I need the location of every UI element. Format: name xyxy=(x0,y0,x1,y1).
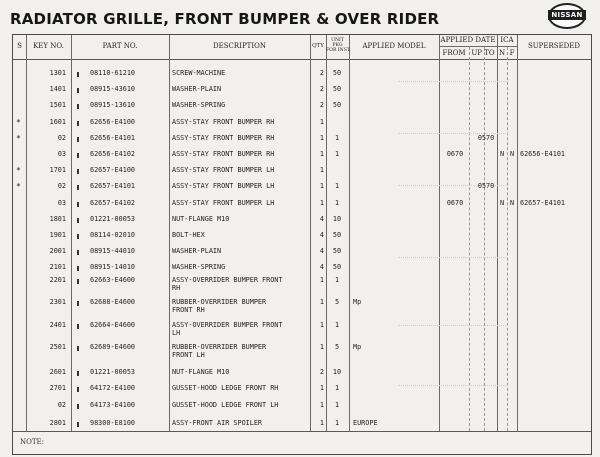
cell-qty: 1 xyxy=(319,199,324,207)
unit-pkg-line3: FOR INST. xyxy=(326,48,351,54)
cell-f: N xyxy=(509,199,515,207)
cell-pkg: 1 xyxy=(334,182,340,190)
note-label: NOTE: xyxy=(20,438,45,446)
row-dash-mark xyxy=(77,266,79,271)
cell-description-line2: RH xyxy=(172,284,181,292)
cell-qty: 1 xyxy=(319,321,324,329)
cell-qty: 2 xyxy=(319,101,324,109)
cell-qty: 4 xyxy=(319,215,324,223)
cell-key: 2801 xyxy=(49,419,66,427)
cell-description: ASSY-STAY FRONT BUMPER RH xyxy=(172,134,275,142)
cell-pkg: 1 xyxy=(334,199,340,207)
parts-table xyxy=(12,34,592,455)
cell-from: 0670 xyxy=(446,150,464,158)
cell-key: 2701 xyxy=(49,384,66,392)
cell-part: 08915-43610 xyxy=(90,85,136,93)
col-header-s: S xyxy=(17,42,22,50)
cell-pkg: 1 xyxy=(334,419,340,427)
ghost-text-line xyxy=(398,257,508,260)
cell-key: 1801 xyxy=(49,215,66,223)
cell-qty: 1 xyxy=(319,182,324,190)
cell-part: 08110-61210 xyxy=(90,69,136,77)
cell-part: 01221-00053 xyxy=(90,215,136,223)
cell-pkg: 1 xyxy=(334,134,340,142)
cell-qty: 1 xyxy=(319,384,324,392)
cell-key: 2401 xyxy=(49,321,66,329)
cell-description: WASHER-PLAIN xyxy=(172,85,222,93)
cell-part: 08915-14010 xyxy=(90,263,136,271)
page-title: RADIATOR GRILLE, FRONT BUMPER & OVER RIDER xyxy=(10,10,440,28)
cell-model: Mp xyxy=(353,298,362,306)
col-line xyxy=(439,35,440,431)
col-line xyxy=(517,35,518,431)
cell-qty: 4 xyxy=(319,231,324,239)
col-header-description: DESCRIPTION xyxy=(213,42,266,50)
cell-part: 62689-E4600 xyxy=(90,343,136,351)
cell-qty: 1 xyxy=(319,401,324,409)
cell-description: ASSY-STAY FRONT BUMPER LH xyxy=(172,182,275,190)
row-dash-mark xyxy=(77,88,79,93)
cell-part: 62657-E4101 xyxy=(90,182,136,190)
cell-pkg: 50 xyxy=(332,69,342,77)
cell-pkg: 50 xyxy=(332,263,342,271)
col-header-n: N xyxy=(498,49,506,57)
cell-pkg: 1 xyxy=(334,276,340,284)
header-bottom-rule xyxy=(13,59,591,60)
cell-description-line2: FRONT LH xyxy=(172,351,205,359)
col-header-superseded: SUPERSEDED xyxy=(527,42,581,50)
cell-n: N xyxy=(499,199,505,207)
cell-pkg: 1 xyxy=(334,321,340,329)
cell-upto: 0570 xyxy=(477,182,495,190)
col-header-applied-model: APPLIED MODEL xyxy=(362,42,426,50)
cell-pkg: 50 xyxy=(332,101,342,109)
cell-key: 03 xyxy=(57,150,66,158)
cell-key: 2101 xyxy=(49,263,66,271)
col-header-part-no: PART NO. xyxy=(102,42,138,50)
cell-description: GUSSET-HOOD LEDGE FRONT RH xyxy=(172,384,279,392)
cell-qty: 1 xyxy=(319,298,324,306)
row-dash-mark xyxy=(77,137,79,142)
cell-description: ASSY-STAY FRONT BUMPER LH xyxy=(172,166,275,174)
row-dash-mark xyxy=(77,301,79,306)
cell-key: 2301 xyxy=(49,298,66,306)
star-marker: * xyxy=(16,166,21,175)
star-marker: * xyxy=(16,182,21,191)
cell-part: 08915-44010 xyxy=(90,247,136,255)
cell-part: 62656-E4102 xyxy=(90,150,136,158)
col-header-from: FROM xyxy=(442,49,466,57)
row-dash-mark xyxy=(77,324,79,329)
cell-superseded: 62656-E4101 xyxy=(520,150,566,158)
cell-part: 62656-E4101 xyxy=(90,134,136,142)
cell-qty: 2 xyxy=(319,69,324,77)
cell-key: 1401 xyxy=(49,85,66,93)
cell-pkg: 5 xyxy=(334,343,340,351)
logo-text: NISSAN xyxy=(548,10,586,20)
cell-part: 98300-E8100 xyxy=(90,419,136,427)
cell-key: 2501 xyxy=(49,343,66,351)
row-dash-mark xyxy=(77,153,79,158)
cell-qty: 1 xyxy=(319,150,324,158)
col-line xyxy=(71,35,72,431)
row-dash-mark xyxy=(77,202,79,207)
row-dash-mark xyxy=(77,72,79,77)
row-dash-mark xyxy=(77,169,79,174)
cell-qty: 1 xyxy=(319,118,324,126)
cell-key: 2001 xyxy=(49,247,66,255)
col-line-dashed xyxy=(469,47,470,431)
cell-part: 08915-13610 xyxy=(90,101,136,109)
col-header-applied-date: APPLIED DATE xyxy=(440,36,496,44)
col-header-f: F xyxy=(509,49,515,57)
cell-f: N xyxy=(509,150,515,158)
cell-model: EUROPE xyxy=(353,419,378,427)
cell-description: ASSY-OVERRIDER BUMPER FRONT xyxy=(172,321,283,329)
cell-n: N xyxy=(499,150,505,158)
cell-key: 2601 xyxy=(49,368,66,376)
cell-description: NUT-FLANGE M10 xyxy=(172,368,230,376)
row-dash-mark xyxy=(77,422,79,427)
col-line xyxy=(349,35,350,431)
cell-key: 1501 xyxy=(49,101,66,109)
unit-pkg-line2: PKG xyxy=(332,43,343,49)
cell-key: 1701 xyxy=(49,166,66,174)
cell-pkg: 1 xyxy=(334,401,340,409)
cell-key: 2201 xyxy=(49,276,66,284)
col-header-unit-pkg xyxy=(326,38,349,54)
unit-pkg-line1: UNIT xyxy=(331,38,344,43)
cell-description: WASHER-PLAIN xyxy=(172,247,222,255)
cell-part: 62663-E4600 xyxy=(90,276,136,284)
cell-pkg: 50 xyxy=(332,85,342,93)
row-dash-mark xyxy=(77,404,79,409)
cell-qty: 1 xyxy=(319,276,324,284)
cell-from: 0670 xyxy=(446,199,464,207)
cell-description: SCREW-MACHINE xyxy=(172,69,226,77)
row-dash-mark xyxy=(77,250,79,255)
col-header-ica: ICA xyxy=(500,36,514,44)
cell-qty: 1 xyxy=(319,419,324,427)
cell-part: 01221-00053 xyxy=(90,368,136,376)
cell-qty: 1 xyxy=(319,134,324,142)
row-dash-mark xyxy=(77,387,79,392)
row-dash-mark xyxy=(77,234,79,239)
star-marker: * xyxy=(16,118,21,127)
nissan-logo xyxy=(548,3,586,29)
star-marker: * xyxy=(16,134,21,143)
cell-part: 62657-E4102 xyxy=(90,199,136,207)
cell-key: 1601 xyxy=(49,118,66,126)
cell-key: 1301 xyxy=(49,69,66,77)
cell-key: 02 xyxy=(57,134,66,142)
cell-qty: 1 xyxy=(319,343,324,351)
cell-pkg: 10 xyxy=(332,215,342,223)
row-dash-mark xyxy=(77,121,79,126)
ghost-text-line xyxy=(398,325,508,328)
cell-upto: 0570 xyxy=(477,134,495,142)
cell-key: 1901 xyxy=(49,231,66,239)
row-dash-mark xyxy=(77,185,79,190)
ghost-text-line xyxy=(398,81,508,84)
cell-description: ASSY-OVERRIDER BUMPER FRONT xyxy=(172,276,283,284)
cell-pkg: 10 xyxy=(332,368,342,376)
col-header-key-no: KEY NO. xyxy=(33,42,64,50)
cell-description: WASHER-SPRING xyxy=(172,101,226,109)
cell-part: 62656-E4100 xyxy=(90,118,136,126)
cell-qty: 2 xyxy=(319,368,324,376)
cell-description: ASSY-STAY FRONT BUMPER RH xyxy=(172,118,275,126)
row-dash-mark xyxy=(77,104,79,109)
row-dash-mark xyxy=(77,218,79,223)
cell-description: RUBBER-OVERRIDER BUMPER xyxy=(172,298,267,306)
cell-part: 08114-02010 xyxy=(90,231,136,239)
cell-pkg: 1 xyxy=(334,384,340,392)
cell-pkg: 50 xyxy=(332,231,342,239)
cell-description: ASSY-STAY FRONT BUMPER LH xyxy=(172,199,275,207)
cell-pkg: 5 xyxy=(334,298,340,306)
cell-description: ASSY-FRONT AIR SPOILER xyxy=(172,419,263,427)
cell-superseded: 62657-E4101 xyxy=(520,199,566,207)
cell-description-line2: LH xyxy=(172,329,181,337)
cell-description: BOLT-HEX xyxy=(172,231,205,239)
cell-qty: 4 xyxy=(319,247,324,255)
cell-pkg: 1 xyxy=(334,150,340,158)
table-bottom-rule xyxy=(13,431,591,432)
col-line xyxy=(497,35,498,431)
cell-part: 64173-E4100 xyxy=(90,401,136,409)
ghost-text-line xyxy=(398,385,508,388)
col-line-dashed xyxy=(484,47,485,431)
col-header-up-to: UP TO xyxy=(471,49,495,57)
col-header-qty: QTY xyxy=(312,43,324,49)
cell-description: RUBBER-OVERRIDER BUMPER xyxy=(172,343,267,351)
cell-part: 62657-E4100 xyxy=(90,166,136,174)
cell-key: 02 xyxy=(57,401,66,409)
cell-description: GUSSET-HOOD LEDGE FRONT LH xyxy=(172,401,279,409)
cell-qty: 2 xyxy=(319,85,324,93)
row-dash-mark xyxy=(77,371,79,376)
cell-key: 03 xyxy=(57,199,66,207)
row-dash-mark xyxy=(77,346,79,351)
cell-description: NUT-FLANGE M10 xyxy=(172,215,230,223)
cell-model: Mp xyxy=(353,343,362,351)
cell-part: 64172-E4100 xyxy=(90,384,136,392)
cell-description: WASHER-SPRING xyxy=(172,263,226,271)
cell-qty: 1 xyxy=(319,166,324,174)
cell-pkg: 50 xyxy=(332,247,342,255)
cell-description-line2: FRONT RH xyxy=(172,306,205,314)
cell-qty: 4 xyxy=(319,263,324,271)
cell-description: ASSY-STAY FRONT BUMPER RH xyxy=(172,150,275,158)
cell-part: 62688-E4600 xyxy=(90,298,136,306)
cell-part: 62664-E4600 xyxy=(90,321,136,329)
cell-key: 02 xyxy=(57,182,66,190)
row-dash-mark xyxy=(77,279,79,284)
col-line-dashed xyxy=(507,47,508,431)
